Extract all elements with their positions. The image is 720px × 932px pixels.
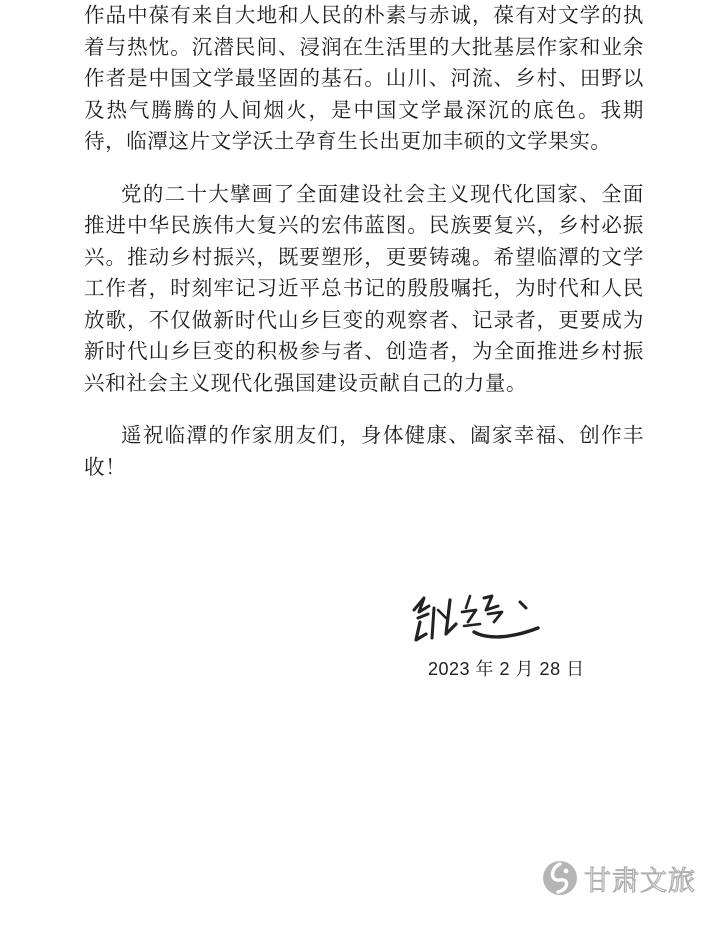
letter-paragraph-2: 党的二十大擘画了全面建设社会主义现代化国家、全面推进中华民族伟大复兴的宏伟蓝图。民族要复兴，乡村必振兴。推动乡村振兴，既要塑形，更要铸魂。希望临潭的文学工作者，时刻牢记习近平总书记的殷殷嘱托，为时代和人民放歌，不仅做新时代山乡巨变的观察者、记录者，更要成为新时代山乡巨变的积极参与者、创造者，为全面推进乡村振兴和社会主义现代化强国建设贡献自己的力量。 — [84, 181, 644, 395]
watermark-text: 甘肃文旅 — [584, 865, 696, 897]
letter-paragraph-1: 作品中葆有来自大地和人民的朴素与赤诚，葆有对文学的执着与热忱。沉潜民间、浸润在生活里的大批基层作家和业余作者是中国文学最坚固的基石。山川、河流、乡村、田野以及热气腾腾的人间烟火，是中国文学最深沉的底色。我期待，临潭这片文学沃土孕育生长出更加丰硕的文学果实。 — [84, 3, 644, 153]
letter-paragraph-3: 遥祝临潭的作家朋友们，身体健康、阖家幸福、创作丰收！ — [84, 423, 644, 479]
handwritten-signature — [408, 588, 558, 646]
letter-body — [84, 0, 644, 483]
signature-drawing — [408, 588, 558, 646]
watermark — [542, 858, 696, 898]
watermark-logo-icon — [542, 860, 578, 896]
letter-date: 2023 年 2 月 28 日 — [428, 659, 585, 679]
